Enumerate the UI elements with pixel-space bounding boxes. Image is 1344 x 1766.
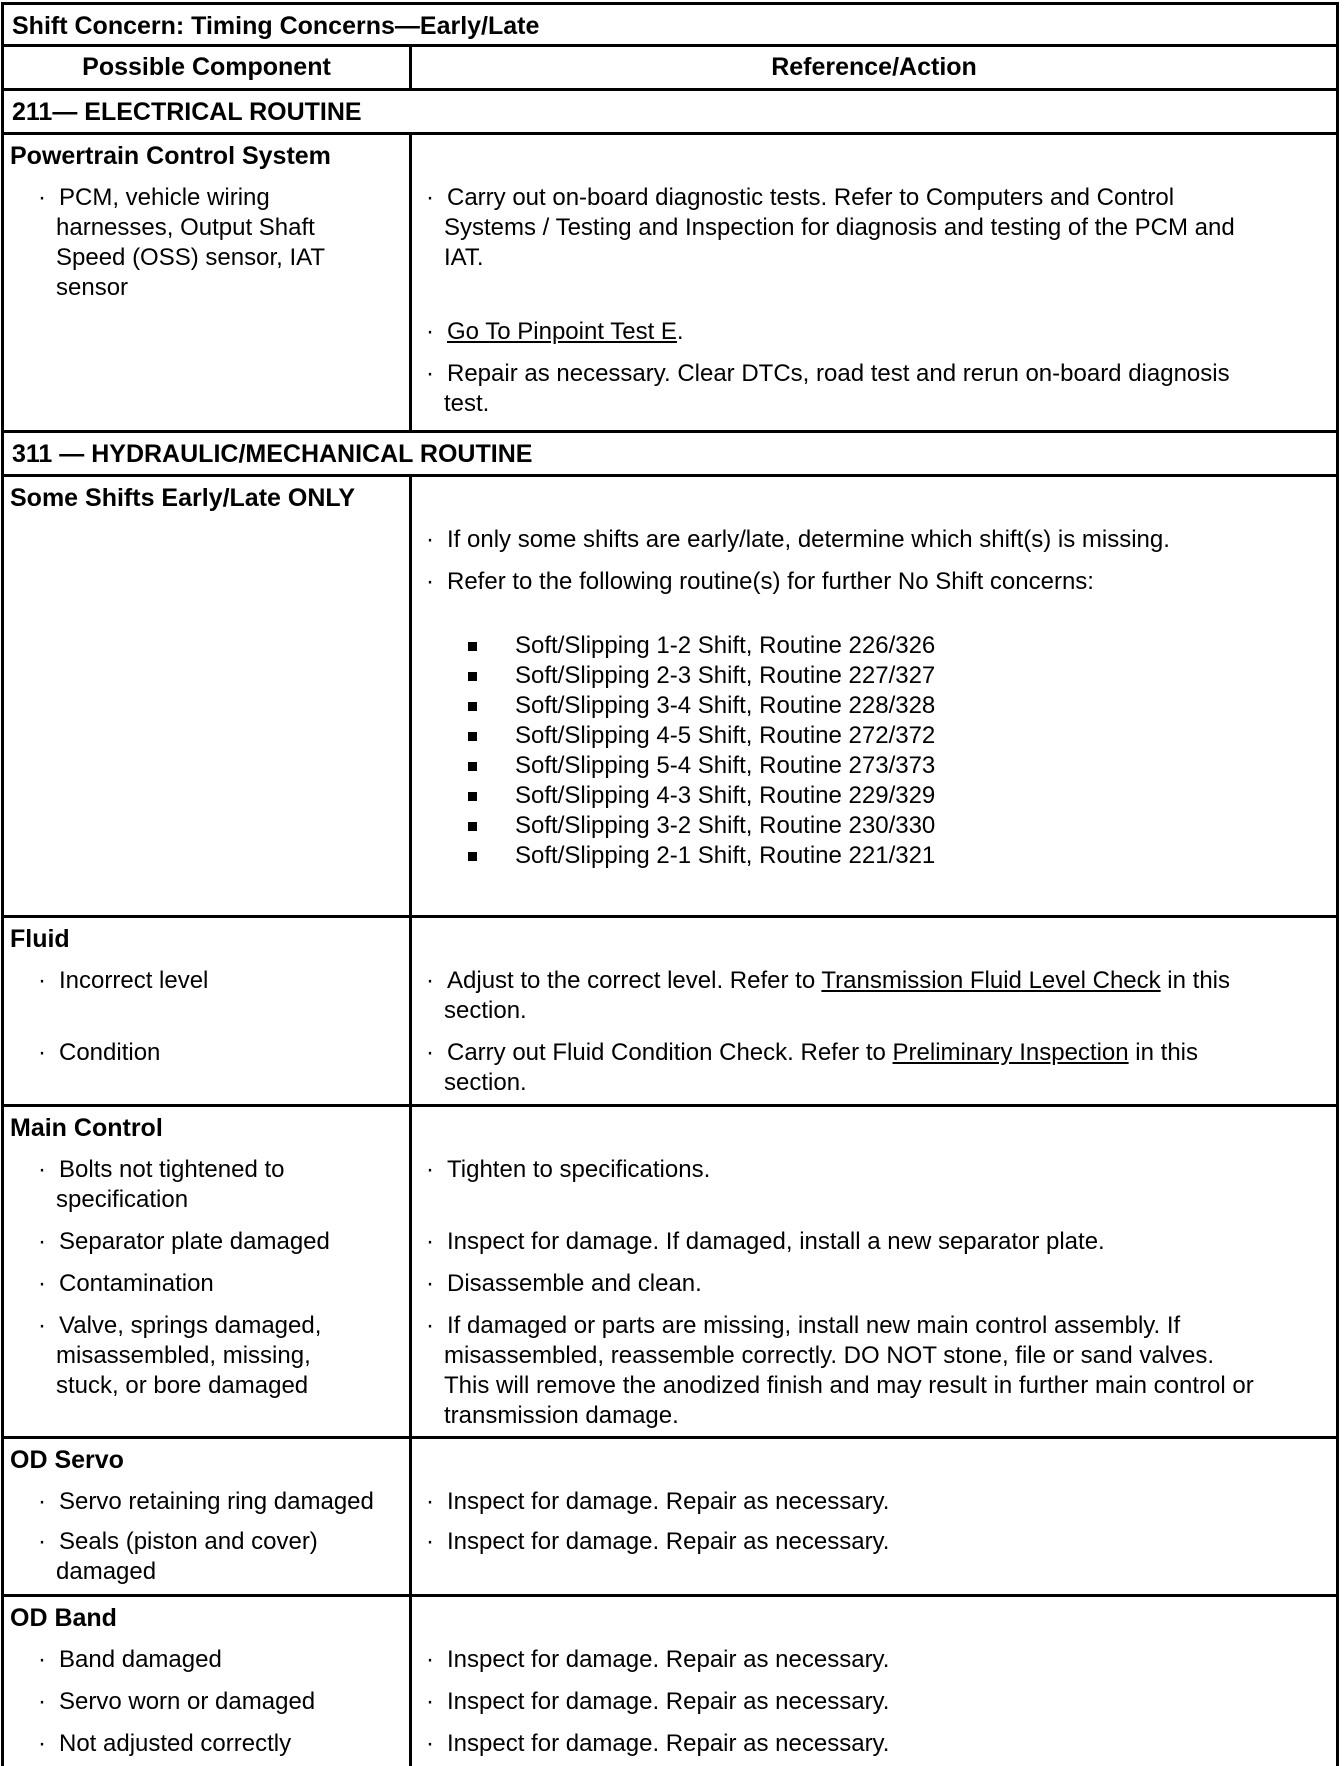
od-band-component-line: · Band damaged <box>38 1646 222 1673</box>
main-control-component-line: stuck, or bore damaged <box>56 1372 309 1399</box>
main-control-action-line: This will remove the anodized finish and may result in further main control or <box>444 1372 1254 1399</box>
routine-list-item: Soft/Slipping 3-2 Shift, Routine 230/330 <box>515 812 936 839</box>
routine-list-item: Soft/Slipping 2-3 Shift, Routine 227/327 <box>515 662 936 689</box>
main-control-component-line: · Separator plate damaged <box>38 1228 330 1255</box>
table-title: Shift Concern: Timing Concerns—Early/Late <box>12 12 540 40</box>
routine-311-row <box>1 430 1339 477</box>
routine-list-item: Soft/Slipping 2-1 Shift, Routine 221/321 <box>515 842 936 869</box>
od-servo-component-cell <box>4 1439 412 1594</box>
main-control-component-line: misassembled, missing, <box>56 1342 311 1369</box>
bullet-square-icon <box>468 852 477 861</box>
powertrain-action-line: · Repair as necessary. Clear DTCs, road test and rerun on-board diagnosis <box>426 360 1230 387</box>
powertrain-component-line: Speed (OSS) sensor, IAT <box>56 244 326 271</box>
od-band-action-line: · Inspect for damage. Repair as necessary. <box>426 1688 890 1715</box>
bullet-square-icon <box>468 642 477 651</box>
main-control-action-line: transmission damage. <box>444 1402 679 1429</box>
main-control-action-cell <box>412 1107 1336 1436</box>
fluid-component-line: · Incorrect level <box>38 967 209 994</box>
powertrain-component-line: · PCM, vehicle wiring <box>38 184 270 211</box>
preliminary-inspection-link[interactable]: Preliminary Inspection <box>892 1039 1129 1066</box>
od-servo-title: OD Servo <box>10 1446 124 1474</box>
od-servo-action-line: · Inspect for damage. Repair as necessary. <box>426 1528 890 1555</box>
od-band-title: OD Band <box>10 1604 117 1632</box>
section-od-servo <box>1 1436 1339 1597</box>
some-shifts-action-cell <box>412 477 1336 915</box>
main-control-action-line: misassembled, reassemble correctly. DO NOT stone, file or sand valves. <box>444 1342 1215 1369</box>
routine-311-title: 311 — HYDRAULIC/MECHANICAL ROUTINE <box>12 440 533 468</box>
main-control-action-line: · Tighten to specifications. <box>426 1156 711 1183</box>
bullet-square-icon <box>468 732 477 741</box>
od-servo-component-line: damaged <box>56 1558 157 1585</box>
powertrain-action-line: Systems / Testing and Inspection for diagnosis and testing of the PCM and <box>444 214 1235 241</box>
some-shifts-action-line: · Refer to the following routine(s) for further No Shift concerns: <box>426 568 1094 595</box>
bullet-square-icon <box>468 762 477 771</box>
fluid-action-line: · Adjust to the correct level. Refer to Transmission Fluid Level Check in this <box>426 967 1231 994</box>
section-some-shifts <box>1 474 1339 918</box>
fluid-action-cell <box>412 918 1336 1104</box>
fluid-action-line: section. <box>444 997 527 1024</box>
od-band-action-line: · Inspect for damage. Repair as necessary. <box>426 1646 890 1673</box>
section-powertrain <box>1 132 1339 433</box>
od-band-component-cell <box>4 1597 412 1766</box>
main-control-action-line: · Disassemble and clean. <box>426 1270 702 1297</box>
bullet-square-icon <box>468 792 477 801</box>
fluid-action-line: · Carry out Fluid Condition Check. Refer to Preliminary Inspection in this <box>426 1039 1199 1066</box>
pinpoint-test-e-action: · Go To Pinpoint Test E. <box>426 318 684 345</box>
main-control-component-line: · Bolts not tightened to <box>38 1156 285 1183</box>
main-control-component-line: · Valve, springs damaged, <box>38 1312 322 1339</box>
od-servo-action-line: · Inspect for damage. Repair as necessary. <box>426 1488 890 1515</box>
powertrain-component-line: harnesses, Output Shaft <box>56 214 315 241</box>
od-band-component-line: · Servo worn or damaged <box>38 1688 316 1715</box>
table-header-row <box>1 44 1339 91</box>
powertrain-action-line: · Carry out on-board diagnostic tests. Refer to Computers and Control <box>426 184 1175 211</box>
header-action: Reference/Action <box>771 53 977 81</box>
routine-211-title: 211— ELECTRICAL ROUTINE <box>12 98 362 126</box>
main-control-component-line: specification <box>56 1186 189 1213</box>
pinpoint-test-e-link[interactable]: Go To Pinpoint Test E <box>447 318 677 345</box>
some-shifts-component-cell <box>4 477 412 915</box>
bullet-square-icon <box>468 702 477 711</box>
bullet-square-icon <box>468 822 477 831</box>
header-component: Possible Component <box>4 47 412 88</box>
table-title-row <box>1 2 1339 47</box>
od-servo-action-cell <box>412 1439 1336 1594</box>
od-band-action-line: · Inspect for damage. Repair as necessary. <box>426 1730 890 1757</box>
od-band-component-line: · Not adjusted correctly <box>38 1730 292 1757</box>
main-control-action-line: · Inspect for damage. If damaged, install a new separator plate. <box>426 1228 1105 1255</box>
main-control-component-cell <box>4 1107 412 1436</box>
powertrain-action-line: test. <box>444 390 490 417</box>
powertrain-component-cell <box>4 135 412 430</box>
fluid-component-cell <box>4 918 412 1104</box>
main-control-action-line: · If damaged or parts are missing, install new main control assembly. If <box>426 1312 1181 1339</box>
od-servo-component-line: · Servo retaining ring damaged <box>38 1488 374 1515</box>
some-shifts-title: Some Shifts Early/Late ONLY <box>10 484 356 512</box>
section-main-control <box>1 1104 1339 1439</box>
some-shifts-action-line: · If only some shifts are early/late, determine which shift(s) is missing. <box>426 526 1170 553</box>
routine-list-item: Soft/Slipping 1-2 Shift, Routine 226/326 <box>515 632 936 659</box>
main-control-title: Main Control <box>10 1114 163 1142</box>
section-fluid <box>1 915 1339 1107</box>
section-od-band <box>1 1594 1339 1766</box>
fluid-title: Fluid <box>10 925 70 953</box>
fluid-action-line: section. <box>444 1069 527 1096</box>
powertrain-action-cell <box>412 135 1336 430</box>
od-band-action-cell <box>412 1597 1336 1766</box>
routine-list-item: Soft/Slipping 4-5 Shift, Routine 272/372 <box>515 722 936 749</box>
routine-211-row <box>1 88 1339 135</box>
routine-list-item: Soft/Slipping 4-3 Shift, Routine 229/329 <box>515 782 936 809</box>
routine-list-item: Soft/Slipping 5-4 Shift, Routine 273/373 <box>515 752 936 779</box>
main-control-component-line: · Contamination <box>38 1270 214 1297</box>
powertrain-component-line: sensor <box>56 274 129 301</box>
bullet-square-icon <box>468 672 477 681</box>
routine-list-item: Soft/Slipping 3-4 Shift, Routine 228/328 <box>515 692 936 719</box>
fluid-level-check-link[interactable]: Transmission Fluid Level Check <box>821 967 1161 994</box>
fluid-component-line: · Condition <box>38 1039 161 1066</box>
powertrain-action-line: IAT. <box>444 244 484 271</box>
od-servo-component-line: · Seals (piston and cover) <box>38 1528 318 1555</box>
powertrain-title: Powertrain Control System <box>10 142 331 170</box>
